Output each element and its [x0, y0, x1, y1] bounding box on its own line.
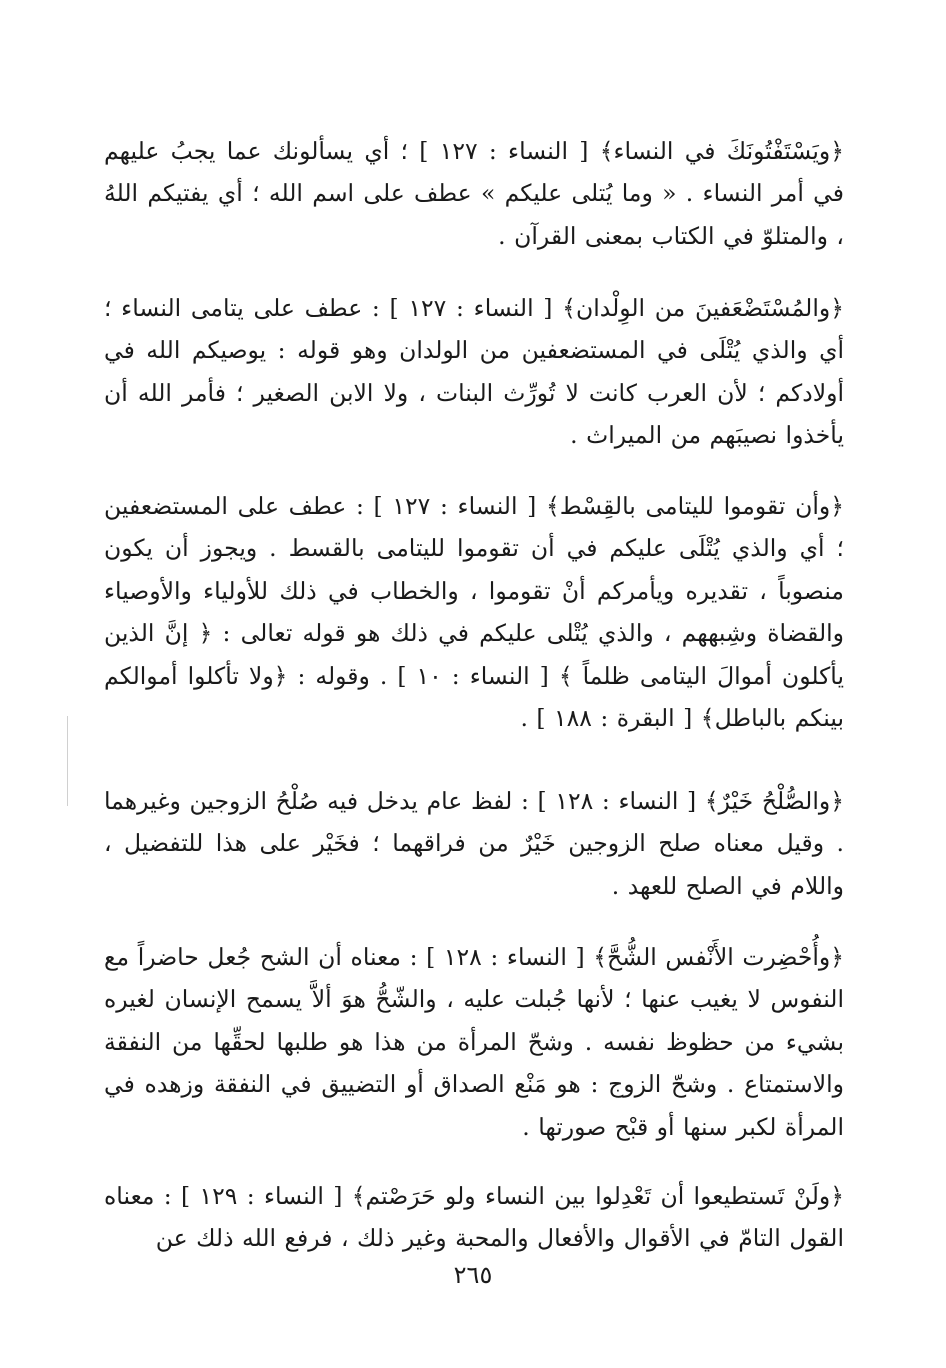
- margin-line: [67, 716, 68, 806]
- paragraph-shuhh: ﴿وأُحْضِرت الأَنْفس الشُّحَّ﴾ [ النساء : ١٢٨ ] : معناه أن الشح جُعل حاضراً مع النفوس لا يغيب عنها ؛ لأنها جُبلت عليه ، والشّحُّ هوَ ألاَّ يسمح الإنسان لغيره بشيء من حظوظ نفسه . وشحّ المرأة من هذا هو طلبها لحقِّها من النفقة والاستمتاع . وشحّ الزوج : هو مَنْع الصداق أو التضييق في النفقة وزهده في المرأة لكبر سنها أو قبْح صورتها .: [104, 942, 844, 1141]
- paragraph-adl: ﴿ولَنْ تَستطيعوا أن تَعْدِلوا بين النساء ولو حَرَصْتم﴾ [ النساء : ١٢٩ ] : معناه القول التامّ في الأقوال والأفعال والمحبة وغير ذلك ، فرفع الله ذلك عن: [104, 1181, 845, 1252]
- paragraph-sulh: ﴿والصُّلْحُ خَيْرٌ﴾ [ النساء : ١٢٨ ] : لفظ عام يدخل فيه صُلْحُ الزوجين وغيرهما . وقيل معناه صلح الزوجين خَيْرٌ من فراقهما ؛ فخَيْر على هذا للتفضيل ، واللام في الصلح للعهد .: [104, 786, 844, 900]
- page-number: ٢٦٥: [453, 1261, 493, 1289]
- paragraph-mustadafin: ﴿والمُسْتَضْعَفينَ من الوِلْدان﴾ [ النساء : ١٢٧ ] : عطف على يتامى النساء ؛ أي والذي يُتْلَى في المستضعفين من الولدان وهو قوله : يوصيكم الله في أولادكم ؛ لأن العرب كانت لا تُورِّث البنات ، ولا الابن الصغير ؛ فأمر الله أن يأخذوا نصيبَهم من الميراث .: [104, 293, 844, 449]
- paragraph-yastaftunaka: ﴿ويَسْتَفْتُونَكَ في النساء﴾ [ النساء : ١٢٧ ] ؛ أي يسألونك عما يجبُ عليهم في أمر النساء . « وما يُتلى عليكم » عطف على اسم الله ؛ أي يفتيكم اللهُ ، والمتلوّ في الكتاب بمعنى القرآن .: [104, 136, 844, 250]
- paragraph-qist: ﴿وأن تقوموا لليتامى بالقِسْط﴾ [ النساء : ١٢٧ ] : عطف على المستضعفين ؛ أي والذي يُتْلَى عليكم في أن تقوموا لليتامى بالقسط . ويجوز أن يكون منصوباً ، تقديره ويأمركم أنْ تقوموا ، والخطاب في ذلك للأولياء والأوصياء والقضاة وشِبههم ، والذي يُتْلى عليكم في ذلك هو قوله تعالى : ﴿ إنَّ الذين يأكلون أموالَ اليتامى ظلماً ﴾ [ النساء : ١٠ ] . وقوله : ﴿ولا تأكلوا أموالكم بينكم بالباطل﴾ [ البقرة : ١٨٨ ] .: [104, 491, 844, 732]
